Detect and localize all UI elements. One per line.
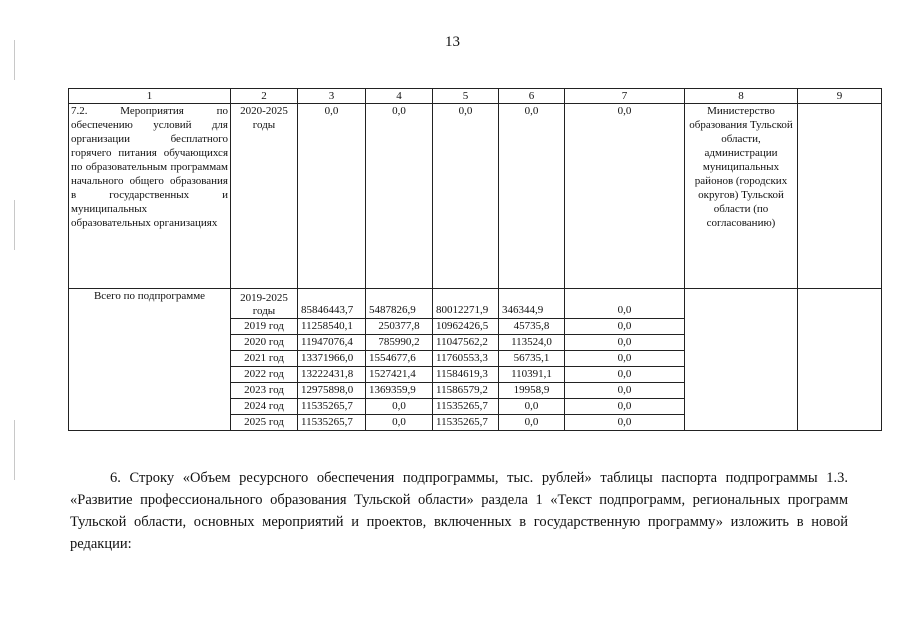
- totals-value: 0,0: [565, 319, 685, 335]
- empty-cell: [798, 289, 882, 431]
- totals-value: 11760553,3: [433, 351, 499, 367]
- totals-value: 11535265,7: [298, 399, 366, 415]
- header-cell: 4: [366, 89, 433, 104]
- totals-period: 2020 год: [231, 335, 298, 351]
- table-header-row: [69, 89, 882, 104]
- totals-value: 45735,8: [499, 319, 565, 335]
- totals-value: 5487826,9: [366, 289, 433, 319]
- totals-period: 2019 год: [231, 319, 298, 335]
- totals-period: 2023 год: [231, 383, 298, 399]
- totals-period: 2019-2025 годы: [231, 289, 298, 319]
- totals-value: 1369359,9: [366, 383, 433, 399]
- totals-value: 0,0: [366, 399, 433, 415]
- scan-margin-mark: [14, 420, 15, 480]
- totals-value: 110391,1: [499, 367, 565, 383]
- totals-value: 785990,2: [366, 335, 433, 351]
- value-cell: 0,0: [433, 104, 499, 289]
- totals-value: 11535265,7: [433, 415, 499, 431]
- totals-value: 11535265,7: [433, 399, 499, 415]
- totals-value: 0,0: [565, 383, 685, 399]
- totals-value: 11258540,1: [298, 319, 366, 335]
- totals-value: 113524,0: [499, 335, 565, 351]
- totals-value: 56735,1: [499, 351, 565, 367]
- totals-label: Всего по подпрограмме: [69, 289, 231, 431]
- totals-period: 2021 год: [231, 351, 298, 367]
- totals-value: 80012271,9: [433, 289, 499, 319]
- program-table: [68, 88, 882, 431]
- value-cell: 0,0: [565, 104, 685, 289]
- totals-value: 11586579,2: [433, 383, 499, 399]
- totals-value: 10962426,5: [433, 319, 499, 335]
- totals-value: 12975898,0: [298, 383, 366, 399]
- page-number: 13: [445, 34, 460, 50]
- measure-name: Мероприятия по обеспечению условий для организации бесплатного горячего питания обучающихся по образовательным программам начального общего образования в государственных и муниципальных образовательных организациях: [71, 105, 228, 229]
- totals-value: 1527421,4: [366, 367, 433, 383]
- value-cell: 0,0: [499, 104, 565, 289]
- header-cell: 7: [565, 89, 685, 104]
- totals-value: 0,0: [565, 415, 685, 431]
- totals-value: 1554677,6: [366, 351, 433, 367]
- measure-number: 7.2.: [71, 105, 88, 117]
- header-cell: 1: [69, 89, 231, 104]
- header-cell: 8: [685, 89, 798, 104]
- value-cell: 0,0: [298, 104, 366, 289]
- totals-value: 13371966,0: [298, 351, 366, 367]
- totals-value: 0,0: [499, 399, 565, 415]
- totals-value: 250377,8: [366, 319, 433, 335]
- empty-cell: [798, 104, 882, 289]
- amendment-paragraph: 6. Строку «Объем ресурсного обеспечения подпрограммы, тыс. рублей» таблицы паспорта подпрограммы 1.3. «Развитие профессионального образования Тульской области» раздела 1 «Текст подпрограмм, региональных программ Тульской области, основных мероприятий и проектов, включенных в государственную программу» изложить в новой редакции:: [70, 469, 848, 552]
- header-cell: 2: [231, 89, 298, 104]
- header-cell: 5: [433, 89, 499, 104]
- totals-value: 11047562,2: [433, 335, 499, 351]
- totals-value: 0,0: [565, 335, 685, 351]
- totals-period: 2022 год: [231, 367, 298, 383]
- totals-value: 0,0: [499, 415, 565, 431]
- measure-name-cell: [69, 104, 231, 289]
- value-cell: 0,0: [366, 104, 433, 289]
- totals-value: 11535265,7: [298, 415, 366, 431]
- totals-row: [69, 289, 882, 319]
- measure-period: 2020-2025 годы: [231, 104, 298, 289]
- totals-value: 11947076,4: [298, 335, 366, 351]
- totals-value: 0,0: [565, 399, 685, 415]
- totals-period: 2024 год: [231, 399, 298, 415]
- totals-value: 19958,9: [499, 383, 565, 399]
- executor-cell: Министерство образования Тульской области, администрации муниципальных районов (городских округов) Тульской области (по согласованию): [685, 104, 798, 289]
- totals-value: 0,0: [565, 367, 685, 383]
- header-cell: 9: [798, 89, 882, 104]
- table-row-7-2: [69, 104, 882, 289]
- totals-value: 11584619,3: [433, 367, 499, 383]
- totals-value: 346344,9: [499, 289, 565, 319]
- empty-cell: [685, 289, 798, 431]
- totals-value: 13222431,8: [298, 367, 366, 383]
- header-cell: 3: [298, 89, 366, 104]
- totals-period: 2025 год: [231, 415, 298, 431]
- totals-value: 0,0: [565, 289, 685, 319]
- scan-margin-mark: [14, 200, 15, 250]
- totals-value: 0,0: [366, 415, 433, 431]
- totals-value: 0,0: [565, 351, 685, 367]
- header-cell: 6: [499, 89, 565, 104]
- totals-value: 85846443,7: [298, 289, 366, 319]
